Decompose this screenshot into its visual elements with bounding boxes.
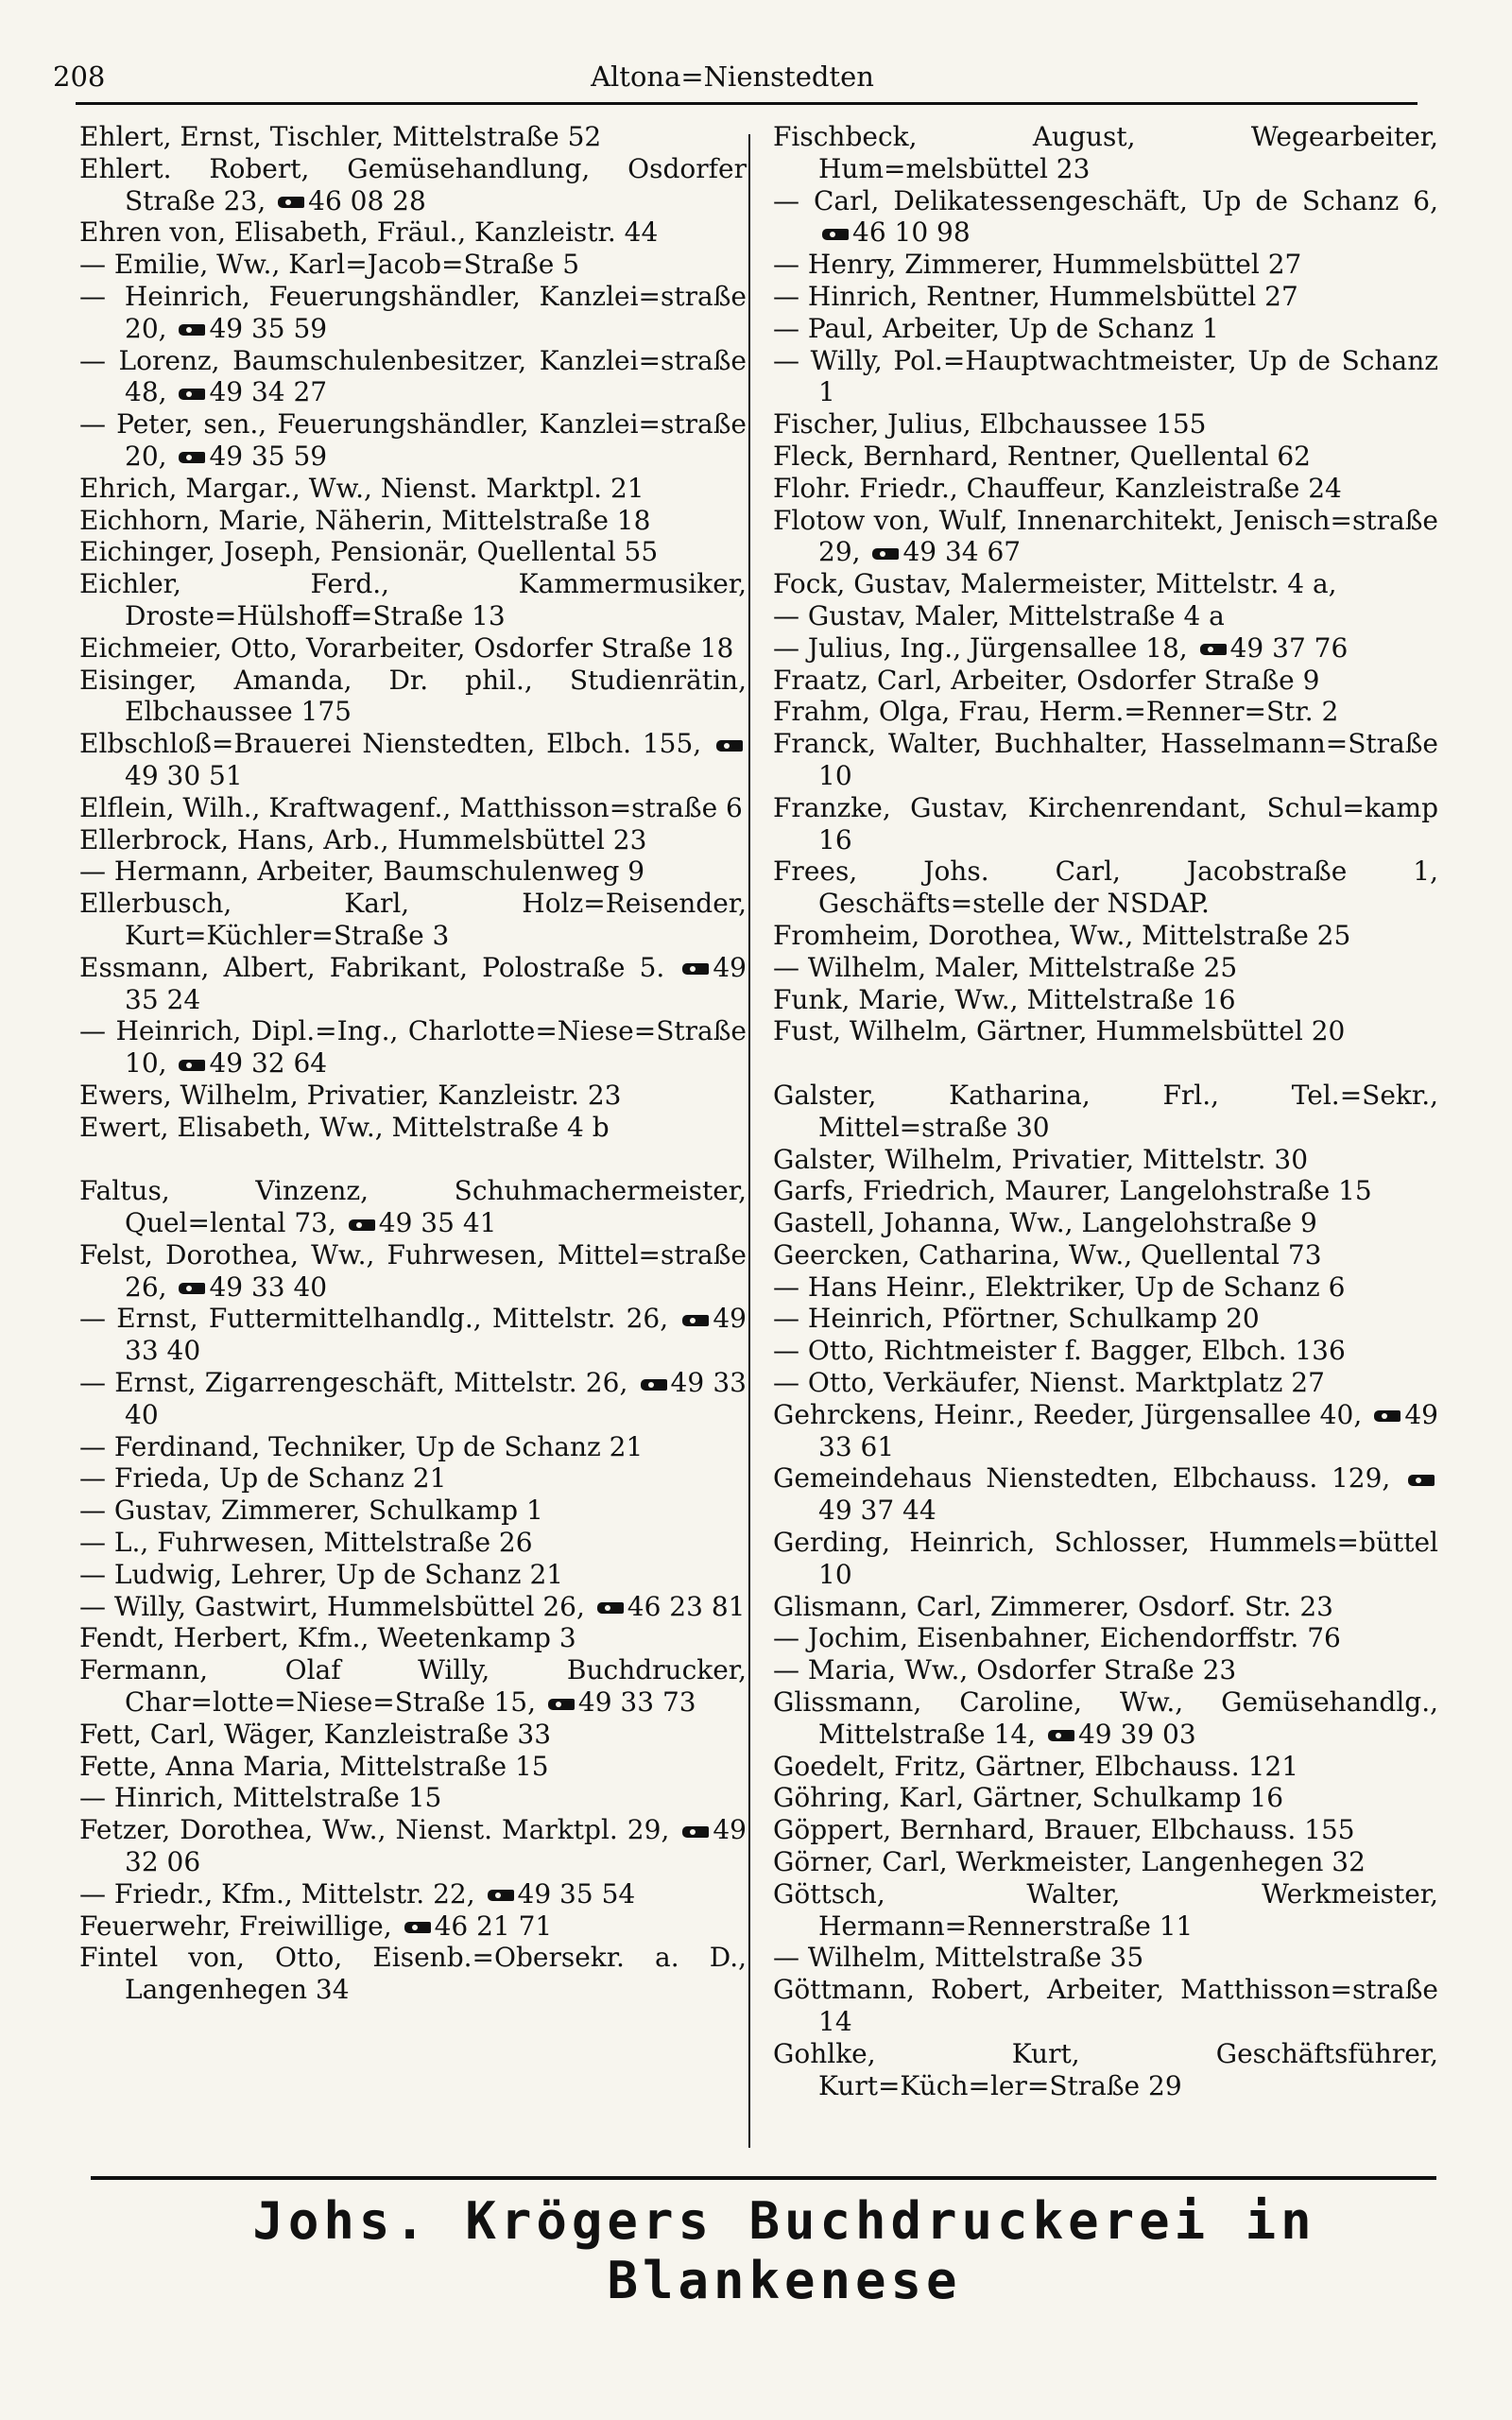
entry-text: — Wilhelm, Mittelstraße 35 (773, 1942, 1144, 1974)
telephone-icon (682, 1315, 709, 1326)
entry-text: — Hinrich, Mittelstraße 15 (79, 1782, 442, 1814)
phone-number: 49 35 59 (209, 312, 328, 344)
directory-entry (773, 1080, 1438, 1144)
directory-entry (79, 216, 747, 249)
entry-text: Glissmann, Caroline, Ww., Gemüsehandlg., Mittelstraße 14, (773, 1686, 1438, 1750)
directory-entry (773, 952, 1438, 984)
directory-entry (773, 2038, 1438, 2102)
entry-text: — Maria, Ww., Osdorfer Straße 23 (773, 1654, 1237, 1686)
directory-entry (79, 408, 747, 473)
entry-text: Göttsch, Walter, Werkmeister, Hermann=Rennerstraße 11 (773, 1877, 1438, 1942)
directory-entry (773, 1303, 1438, 1335)
entry-text: — Julius, Ing., Jürgensallee 18, (773, 631, 1188, 664)
entry-text: Görner, Carl, Werkmeister, Langenhegen 32 (773, 1846, 1366, 1878)
directory-entry (79, 505, 747, 537)
directory-entry (79, 1622, 747, 1654)
entry-text: Ewert, Elisabeth, Ww., Mittelstraße 4 b (79, 1111, 610, 1143)
entry-text: Flotow von, Wulf, Innenarchitekt, Jenisch=straße 29, (773, 504, 1438, 568)
entry-text: — Frieda, Up de Schanz 21 (79, 1462, 447, 1495)
directory-entry (79, 1814, 747, 1878)
entry-text: Fischer, Julius, Elbchaussee 155 (773, 408, 1207, 441)
directory-entry (773, 1015, 1438, 1047)
directory-entry (79, 856, 747, 888)
directory-entry (773, 441, 1438, 473)
directory-entry (79, 1654, 747, 1719)
entry-text: Gohlke, Kurt, Geschäftsführer, Kurt=Küch=ler=Straße 29 (773, 2037, 1438, 2101)
telephone-icon (597, 1602, 624, 1614)
phone-number: 46 08 28 (308, 184, 426, 216)
directory-entry (773, 1654, 1438, 1686)
phone-number: 49 33 40 (125, 1303, 747, 1367)
directory-entry (79, 1495, 747, 1527)
telephone-icon (682, 963, 709, 975)
entry-text: — L., Fuhrwesen, Mittelstraße 26 (79, 1527, 533, 1559)
entry-text: — Lorenz, Baumschulenbesitzer, Kanzlei=straße 48, (79, 344, 747, 408)
phone-number: 49 32 06 (125, 1814, 747, 1878)
entry-text: Faltus, Vinzenz, Schuhmachermeister, Quel=lental 73, (79, 1175, 747, 1239)
entry-text: — Emilie, Ww., Karl=Jacob=Straße 5 (79, 249, 580, 281)
phone-number: 49 35 24 (125, 951, 747, 1015)
entry-text: Ellerbrock, Hans, Arb., Hummelsbüttel 23 (79, 823, 647, 856)
directory-entry (773, 665, 1438, 697)
entry-text: Felst, Dorothea, Ww., Fuhrwesen, Mittel=straße 26, (79, 1238, 747, 1303)
entry-text: Fock, Gustav, Malermeister, Mittelstr. 4 a, (773, 568, 1337, 600)
entry-text: Fermann, Olaf Willy, Buchdrucker, Char=lotte=Niese=Straße 15, (79, 1654, 747, 1719)
directory-entry (79, 1591, 747, 1623)
directory-entry (79, 952, 747, 1016)
entry-text: Goedelt, Fritz, Gärtner, Elbchauss. 121 (773, 1750, 1299, 1782)
entry-text: — Wilhelm, Maler, Mittelstraße 25 (773, 951, 1238, 983)
directory-entry (773, 1239, 1438, 1271)
directory-entry (79, 1080, 747, 1112)
entry-text: Funk, Marie, Ww., Mittelstraße 16 (773, 983, 1236, 1015)
section-gap (773, 1047, 1438, 1080)
entry-text: Garfs, Friedrich, Maurer, Langelohstraße 15 (773, 1175, 1372, 1207)
telephone-icon (1408, 1475, 1435, 1486)
header-rule (76, 102, 1418, 105)
phone-number: 46 10 98 (852, 216, 971, 249)
directory-entry (773, 121, 1438, 185)
entry-text: — Otto, Verkäufer, Nienst. Marktplatz 27 (773, 1367, 1325, 1399)
entry-text: Fromheim, Dorothea, Ww., Mittelstraße 25 (773, 919, 1351, 951)
directory-entry (79, 1112, 747, 1144)
directory-entry (79, 1175, 747, 1239)
entry-text: — Henry, Zimmerer, Hummelsbüttel 27 (773, 249, 1302, 281)
entry-text: — Peter, sen., Feuerungshändler, Kanzlei=straße 20, (79, 408, 747, 472)
entry-text: Ellerbusch, Karl, Holz=Reisender, Kurt=Küchler=Straße 3 (79, 888, 747, 951)
directory-entry (773, 1686, 1438, 1751)
directory-entry (773, 1814, 1438, 1846)
directory-entry (773, 1846, 1438, 1878)
directory-entry (79, 1719, 747, 1751)
directory-entry (773, 1751, 1438, 1783)
phone-number: 49 37 44 (818, 1495, 936, 1527)
entry-text: Fust, Wilhelm, Gärtner, Hummelsbüttel 20 (773, 1015, 1346, 1047)
entry-text: Fischbeck, August, Wegearbeiter, Hum=melsbüttel 23 (773, 121, 1438, 184)
telephone-icon (1048, 1730, 1074, 1741)
telephone-icon (179, 452, 205, 463)
directory-entry (773, 792, 1438, 856)
directory-entry (79, 792, 747, 824)
entry-text: Ehlert. Robert, Gemüsehandlung, Osdorfer Straße 23, (79, 152, 747, 216)
entry-text: — Heinrich, Dipl.=Ing., Charlotte=Niese=Straße 10, (79, 1015, 747, 1080)
entry-text: Elflein, Wilh., Kraftwagenf., Matthisson=straße 6 (79, 791, 743, 823)
telephone-icon (641, 1379, 667, 1391)
entry-text: Göttmann, Robert, Arbeiter, Matthisson=straße 14 (773, 1974, 1438, 2038)
directory-entry (773, 856, 1438, 920)
directory-entry (79, 1303, 747, 1367)
entry-text: Gehrckens, Heinr., Reeder, Jürgensallee 40, (773, 1398, 1363, 1430)
entry-text: Eisinger, Amanda, Dr. phil., Studienrätin, Elbchaussee 175 (79, 664, 747, 728)
entry-text: — Ferdinand, Techniker, Up de Schanz 21 (79, 1430, 644, 1462)
phone-number: 49 35 41 (378, 1207, 497, 1239)
telephone-icon (179, 389, 205, 400)
entry-text: Geercken, Catharina, Ww., Quellental 73 (773, 1238, 1322, 1270)
entry-text: Franzke, Gustav, Kirchenrendant, Schul=kamp 16 (773, 791, 1438, 856)
entry-text: Elbschloß=Brauerei Nienstedten, Elbch. 155, (79, 728, 702, 760)
directory-entry (773, 408, 1438, 441)
directory-entry (773, 1207, 1438, 1239)
directory-entry (773, 984, 1438, 1016)
telephone-icon (716, 740, 743, 752)
directory-entry (773, 1144, 1438, 1176)
entry-text: Eichler, Ferd., Kammermusiker, Droste=Hülshoff=Straße 13 (79, 568, 747, 631)
directory-entry (773, 1271, 1438, 1304)
directory-entry (773, 1367, 1438, 1399)
phone-number: 49 34 27 (209, 376, 328, 408)
directory-entry (79, 1910, 747, 1943)
telephone-icon (548, 1699, 575, 1710)
phone-number: 49 33 61 (818, 1398, 1438, 1462)
entry-text: Eichhorn, Marie, Näherin, Mittelstraße 18 (79, 504, 651, 536)
entry-text: — Gustav, Maler, Mittelstraße 4 a (773, 599, 1225, 631)
directory-entry (773, 1175, 1438, 1207)
telephone-icon (822, 229, 849, 240)
phone-number: 49 37 76 (1229, 631, 1349, 664)
directory-entry (79, 121, 747, 153)
telephone-icon (1374, 1410, 1400, 1422)
entry-text: Ehrich, Margar., Ww., Nienst. Marktpl. 21 (79, 472, 644, 504)
entry-text: — Hermann, Arbeiter, Baumschulenweg 9 (79, 856, 645, 888)
entry-text: Fette, Anna Maria, Mittelstraße 15 (79, 1750, 549, 1782)
entry-text: — Ludwig, Lehrer, Up de Schanz 21 (79, 1558, 564, 1590)
directory-entry (773, 1335, 1438, 1367)
directory-entry (79, 281, 747, 345)
directory-entry (79, 473, 747, 505)
entry-text: Ehlert, Ernst, Tischler, Mittelstraße 52 (79, 121, 602, 152)
page-number: 208 (53, 60, 106, 93)
directory-entry (773, 473, 1438, 505)
entry-text: Frees, Johs. Carl, Jacobstraße 1, Geschäfts=stelle der NSDAP. (773, 856, 1438, 920)
directory-entry (79, 568, 747, 632)
telephone-icon (404, 1922, 431, 1933)
entry-text: Galster, Katharina, Frl., Tel.=Sekr., Mittel=straße 30 (773, 1079, 1438, 1143)
entry-text: — Friedr., Kfm., Mittelstr. 22, (79, 1877, 475, 1910)
phone-number: 46 23 81 (627, 1590, 746, 1622)
entry-text: — Ernst, Futtermittelhandlg., Mittelstr. 26, (79, 1303, 669, 1335)
entry-text: Franck, Walter, Buchhalter, Hasselmann=Straße 10 (773, 728, 1438, 791)
telephone-icon (179, 1060, 205, 1071)
directory-entry (79, 153, 747, 217)
column-divider (748, 134, 750, 2148)
telephone-icon (1200, 644, 1227, 655)
directory-entry (79, 632, 747, 665)
phone-number: 49 35 54 (517, 1877, 636, 1910)
directory-entry (79, 1878, 747, 1910)
directory-entry (79, 1751, 747, 1783)
directory-entry (773, 1462, 1438, 1527)
directory-entry (773, 1974, 1438, 2038)
entry-text: Göppert, Bernhard, Brauer, Elbchauss. 155 (773, 1814, 1355, 1846)
entry-text: Göhring, Karl, Gärtner, Schulkamp 16 (773, 1782, 1284, 1814)
section-gap (79, 1144, 747, 1176)
entry-text: Glismann, Carl, Zimmerer, Osdorf. Str. 23 (773, 1590, 1333, 1622)
entry-text: Eichmeier, Otto, Vorarbeiter, Osdorfer Straße 18 (79, 631, 734, 664)
directory-entry (79, 1559, 747, 1591)
directory-entry (79, 1942, 747, 2006)
entry-text: Fendt, Herbert, Kfm., Weetenkamp 3 (79, 1622, 576, 1654)
phone-number: 49 33 73 (577, 1686, 696, 1719)
printer-imprint: Johs. Krögers Buchdruckerei in Blankenese (252, 2191, 1316, 2310)
directory-entry (79, 1462, 747, 1495)
phone-number: 49 34 67 (902, 536, 1022, 568)
telephone-icon (179, 1283, 205, 1294)
phone-number: 46 21 71 (434, 1910, 553, 1942)
entry-text: Fintel von, Otto, Eisenb.=Obersekr. a. D., Langenhegen 34 (79, 1942, 747, 2006)
directory-entry (773, 696, 1438, 728)
directory-entry (773, 281, 1438, 313)
directory-entry (79, 1239, 747, 1304)
directory-entry (79, 1015, 747, 1080)
entry-text: — Carl, Delikatessengeschäft, Up de Schanz 6, (773, 184, 1438, 216)
left-column (79, 121, 747, 2006)
directory-entry (79, 1527, 747, 1559)
directory-entry (773, 632, 1438, 665)
entry-text: — Jochim, Eisenbahner, Eichendorffstr. 76 (773, 1622, 1341, 1654)
directory-entry (773, 920, 1438, 952)
directory-entry (773, 1782, 1438, 1814)
directory-entry (773, 1527, 1438, 1591)
entry-text: Fleck, Bernhard, Rentner, Quellental 62 (773, 440, 1311, 472)
directory-entry (79, 824, 747, 856)
directory-entry (773, 345, 1438, 409)
telephone-icon (682, 1826, 709, 1838)
running-title: Altona=Nienstedten (591, 60, 874, 93)
entry-text: Gastell, Johanna, Ww., Langelohstraße 9 (773, 1207, 1317, 1239)
phone-number: 49 32 64 (209, 1047, 328, 1080)
directory-entry (79, 728, 747, 792)
directory-entry (773, 185, 1438, 250)
entry-text: Gerding, Heinrich, Schlosser, Hummels=büttel 10 (773, 1527, 1438, 1590)
directory-entry (773, 728, 1438, 792)
directory-entry (773, 1591, 1438, 1623)
telephone-icon (872, 548, 899, 560)
phone-number: 49 39 03 (1077, 1718, 1196, 1750)
entry-text: — Paul, Arbeiter, Up de Schanz 1 (773, 312, 1219, 344)
telephone-icon (278, 197, 304, 208)
entry-text: Galster, Wilhelm, Privatier, Mittelstr. 30 (773, 1143, 1309, 1175)
phone-number: 49 35 59 (209, 440, 328, 472)
directory-entry (79, 1367, 747, 1431)
entry-text: — Hinrich, Rentner, Hummelsbüttel 27 (773, 280, 1298, 312)
entry-text: Fetzer, Dorothea, Ww., Nienst. Marktpl. 29, (79, 1814, 670, 1846)
directory-entry (79, 665, 747, 729)
right-column (773, 121, 1438, 2101)
directory-entry (773, 1942, 1438, 1974)
entry-text: — Heinrich, Pförtner, Schulkamp 20 (773, 1303, 1260, 1335)
entry-text: Ewers, Wilhelm, Privatier, Kanzleistr. 23 (79, 1079, 622, 1111)
directory-entry (79, 888, 747, 952)
phone-number: 49 33 40 (209, 1270, 328, 1303)
telephone-icon (179, 324, 205, 336)
phone-number: 49 30 51 (125, 759, 243, 791)
directory-entry (773, 1399, 1438, 1463)
entry-text: Flohr. Friedr., Chauffeur, Kanzleistraße 24 (773, 472, 1342, 504)
entry-text: Essmann, Albert, Fabrikant, Polostraße 5. (79, 951, 665, 983)
footer-rule (91, 2176, 1436, 2180)
telephone-icon (488, 1890, 514, 1901)
entry-text: Feuerwehr, Freiwillige, (79, 1910, 392, 1942)
directory-entry (773, 1878, 1438, 1943)
telephone-icon (349, 1219, 375, 1231)
directory-entry (773, 313, 1438, 345)
directory-entry (79, 1431, 747, 1463)
directory-entry (773, 600, 1438, 632)
entry-text: — Willy, Gastwirt, Hummelsbüttel 26, (79, 1590, 585, 1622)
entry-text: Gemeindehaus Nienstedten, Elbchauss. 129, (773, 1462, 1391, 1495)
entry-text: Ehren von, Elisabeth, Fräul., Kanzleistr. 44 (79, 216, 659, 249)
entry-text: Eichinger, Joseph, Pensionär, Quellental 55 (79, 536, 659, 568)
directory-entry (79, 249, 747, 281)
entry-text: — Willy, Pol.=Hauptwachtmeister, Up de Schanz 1 (773, 344, 1438, 408)
entry-text: — Otto, Richtmeister f. Bagger, Elbch. 136 (773, 1335, 1346, 1367)
phone-number: 49 33 40 (125, 1367, 747, 1430)
entry-text: — Gustav, Zimmerer, Schulkamp 1 (79, 1495, 543, 1527)
directory-entry (773, 1622, 1438, 1654)
directory-entry (79, 345, 747, 409)
directory-entry (773, 568, 1438, 600)
entry-text: — Ernst, Zigarrengeschäft, Mittelstr. 26, (79, 1367, 628, 1399)
directory-entry (773, 505, 1438, 569)
entry-text: — Hans Heinr., Elektriker, Up de Schanz 6 (773, 1270, 1346, 1303)
entry-text: Fett, Carl, Wäger, Kanzleistraße 33 (79, 1718, 552, 1750)
entry-text: — Heinrich, Feuerungshändler, Kanzlei=straße 20, (79, 280, 747, 344)
directory-entry (773, 249, 1438, 281)
directory-entry (79, 536, 747, 568)
entry-text: Fraatz, Carl, Arbeiter, Osdorfer Straße 9 (773, 664, 1320, 696)
directory-entry (79, 1782, 747, 1814)
entry-text: Frahm, Olga, Frau, Herm.=Renner=Str. 2 (773, 696, 1339, 728)
